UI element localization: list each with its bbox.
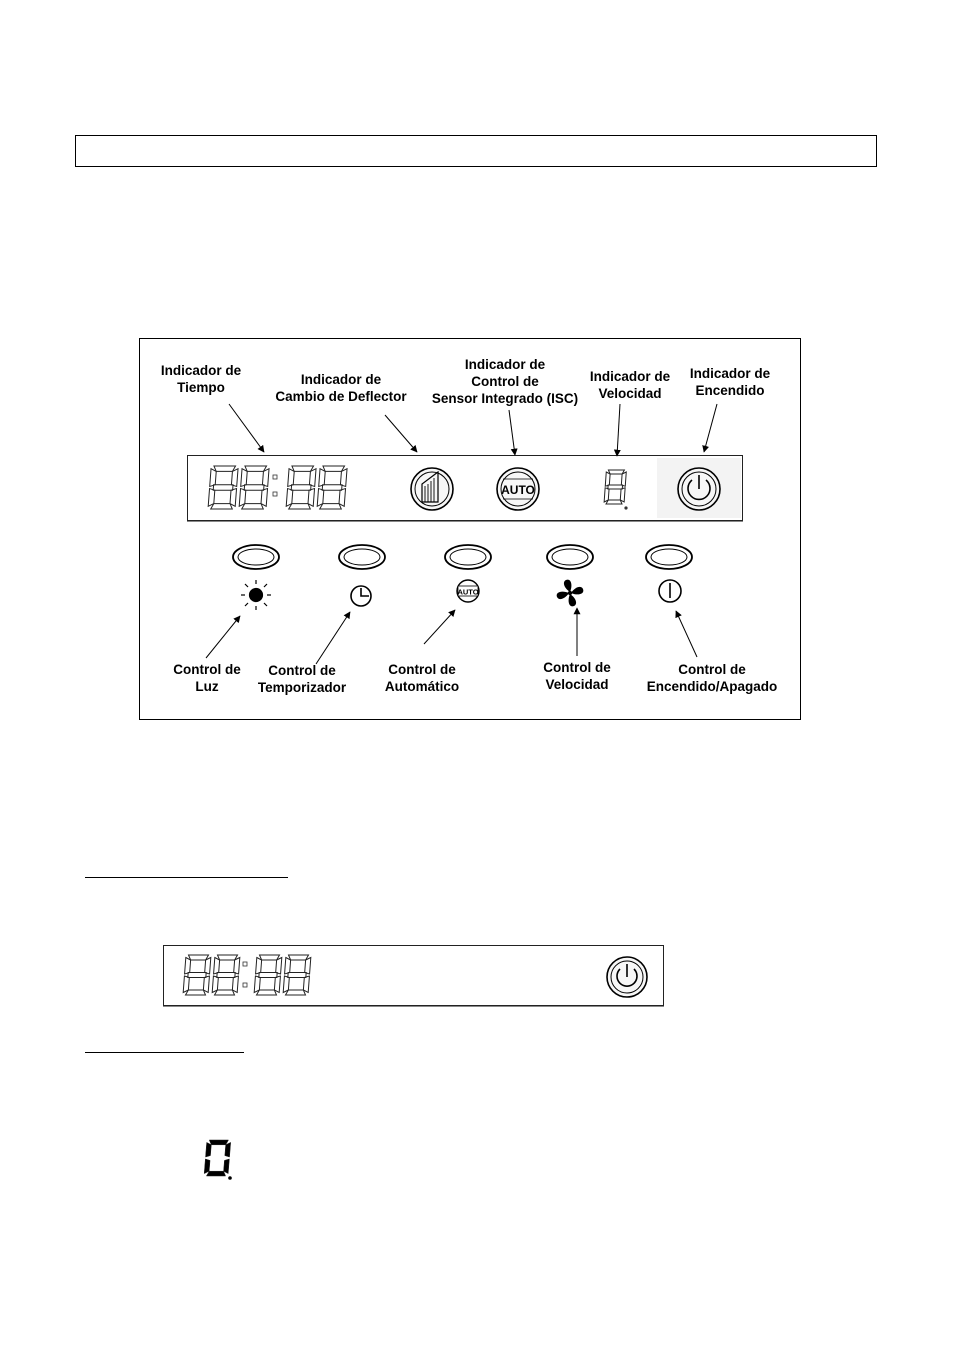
power-indicator-icon bbox=[678, 468, 720, 510]
segment-g bbox=[291, 485, 311, 490]
label-control-automatico: Control de Automático bbox=[384, 662, 460, 694]
segment-b bbox=[234, 958, 240, 975]
segment-e bbox=[286, 489, 293, 507]
button-luz[interactable] bbox=[233, 545, 279, 569]
segment-f bbox=[319, 469, 326, 487]
control-arrows bbox=[206, 608, 697, 664]
segment-c bbox=[308, 489, 315, 507]
segment-e bbox=[183, 976, 189, 993]
speed-digit-display bbox=[604, 470, 626, 504]
segment-f bbox=[285, 958, 291, 975]
segment-a bbox=[245, 466, 267, 471]
label-control-encendido: Control de Encendido/Apagado bbox=[646, 662, 778, 694]
segment-b bbox=[276, 958, 282, 975]
segment-g bbox=[322, 485, 342, 490]
segment-c bbox=[224, 1159, 230, 1174]
clock-icon bbox=[351, 586, 371, 606]
segment-b bbox=[225, 1142, 231, 1157]
segment-c bbox=[261, 489, 268, 507]
segment-c bbox=[339, 489, 346, 507]
power-control-icon bbox=[659, 580, 681, 602]
segment-c bbox=[230, 489, 237, 507]
segment-d bbox=[606, 500, 622, 504]
segment-b bbox=[262, 469, 269, 487]
power-indicator-icon-secondary bbox=[607, 957, 647, 997]
segment-d bbox=[211, 504, 233, 509]
segment-a bbox=[608, 470, 624, 474]
label-indicador-encendido: Indicador de Encendido bbox=[689, 366, 771, 398]
segment-d bbox=[320, 504, 342, 509]
auto-small-icon bbox=[457, 580, 479, 602]
segment-b bbox=[231, 469, 238, 487]
time-display-secondary bbox=[183, 955, 311, 995]
segment-f bbox=[241, 469, 248, 487]
speed-digit-zero bbox=[204, 1140, 230, 1176]
segment-g bbox=[608, 485, 623, 489]
segment-c bbox=[620, 488, 625, 502]
segment-e bbox=[212, 976, 218, 993]
label-indicador-tiempo: Indicador de Tiempo bbox=[160, 363, 242, 395]
auto-icon bbox=[497, 468, 539, 510]
segment-c bbox=[274, 976, 280, 993]
segment-e bbox=[604, 488, 609, 502]
button-velocidad[interactable] bbox=[547, 545, 593, 569]
label-control-temporizador: Control de Temporizador bbox=[257, 663, 347, 695]
segment-g bbox=[288, 973, 306, 978]
control-buttons bbox=[233, 545, 692, 569]
label-control-velocidad: Control de Velocidad bbox=[543, 660, 611, 692]
segment-f bbox=[206, 1142, 212, 1157]
segment-a bbox=[292, 466, 314, 471]
label-indicador-isc: Indicador de Control de Sensor Integrado (ISC) bbox=[431, 357, 579, 406]
time-display-88-88 bbox=[208, 466, 347, 509]
segment-a bbox=[323, 466, 345, 471]
auto-icon-text: AUTO bbox=[501, 483, 535, 497]
fan-icon bbox=[557, 580, 584, 607]
auto-small-text: AUTO bbox=[457, 587, 479, 597]
segment-e bbox=[239, 489, 246, 507]
segment-a bbox=[260, 955, 280, 960]
segment-b bbox=[309, 469, 316, 487]
segment-b bbox=[340, 469, 347, 487]
segment-a bbox=[218, 955, 238, 960]
segment-e bbox=[317, 489, 324, 507]
segment-c bbox=[203, 976, 209, 993]
segment-c bbox=[232, 976, 238, 993]
indicator-arrows bbox=[229, 404, 717, 456]
segment-b bbox=[305, 958, 311, 975]
segment-e bbox=[283, 976, 289, 993]
segment-a bbox=[209, 1140, 228, 1145]
segment-d bbox=[215, 990, 235, 995]
segment-f bbox=[605, 472, 610, 486]
segment-f bbox=[214, 958, 220, 975]
label-indicador-deflector: Indicador de Cambio de Deflector bbox=[275, 372, 407, 404]
button-temporizador[interactable] bbox=[339, 545, 385, 569]
segment-e bbox=[208, 489, 215, 507]
segment-d bbox=[186, 990, 206, 995]
segment-a bbox=[289, 955, 309, 960]
segment-b bbox=[621, 472, 626, 486]
segment-f bbox=[288, 469, 295, 487]
segment-g bbox=[259, 973, 277, 978]
segment-a bbox=[214, 466, 236, 471]
deflector-icon bbox=[411, 468, 453, 510]
label-indicador-velocidad: Indicador de Velocidad bbox=[589, 369, 671, 401]
segment-g bbox=[244, 485, 264, 490]
segment-g bbox=[188, 973, 206, 978]
segment-f bbox=[210, 469, 217, 487]
segment-f bbox=[185, 958, 191, 975]
segment-d bbox=[286, 990, 306, 995]
segment-g bbox=[213, 485, 233, 490]
segment-d bbox=[206, 1171, 225, 1176]
segment-c bbox=[303, 976, 309, 993]
segment-b bbox=[205, 958, 211, 975]
segment-e bbox=[204, 1159, 210, 1174]
segment-d bbox=[257, 990, 277, 995]
label-control-luz: Control de Luz bbox=[173, 662, 241, 694]
sun-icon bbox=[241, 580, 271, 610]
segment-d bbox=[242, 504, 264, 509]
button-encendido[interactable] bbox=[646, 545, 692, 569]
segment-a bbox=[189, 955, 209, 960]
segment-e bbox=[254, 976, 260, 993]
segment-d bbox=[289, 504, 311, 509]
segment-g bbox=[217, 973, 235, 978]
button-automatico[interactable] bbox=[445, 545, 491, 569]
segment-f bbox=[256, 958, 262, 975]
